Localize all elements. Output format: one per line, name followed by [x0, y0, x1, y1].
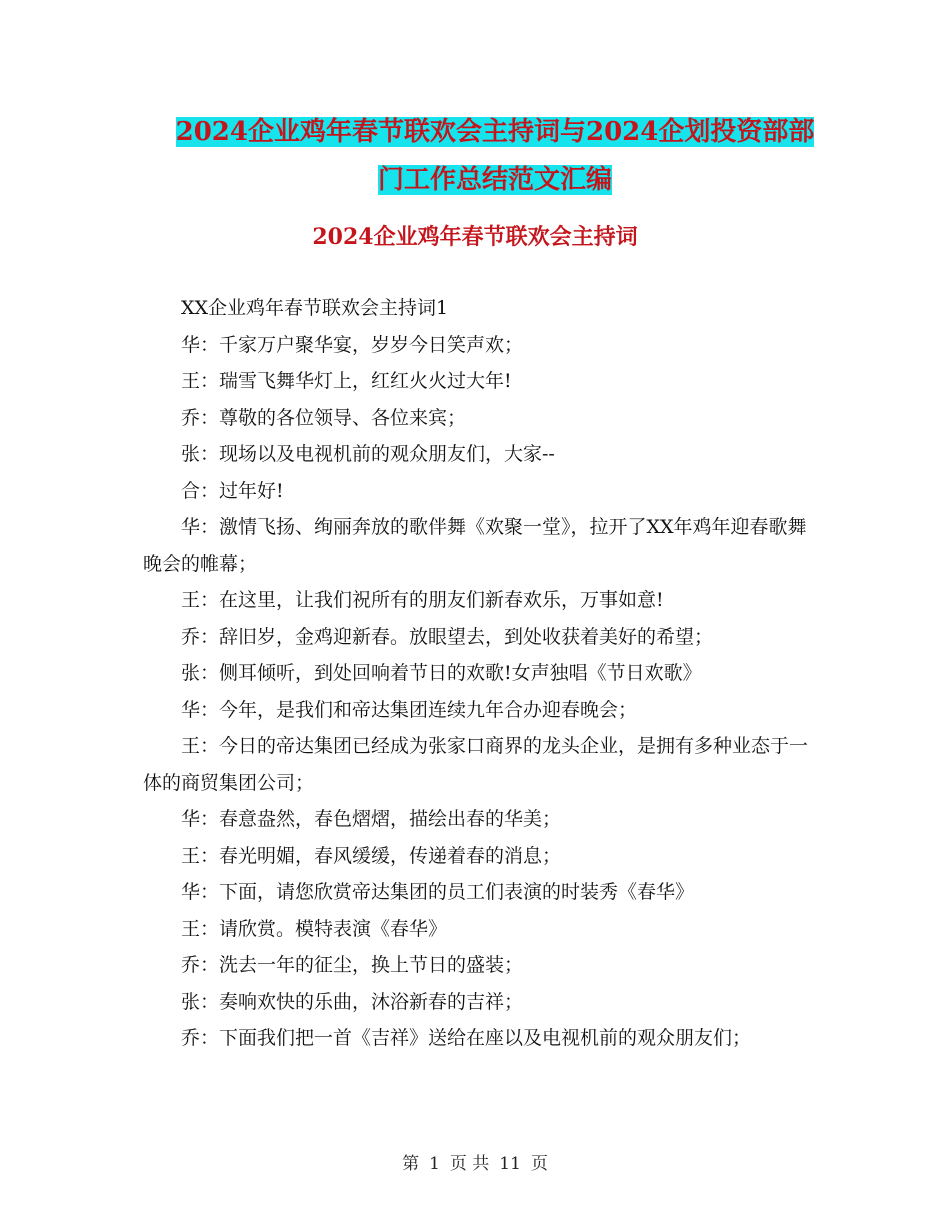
paragraph: 华：今年，是我们和帝达集团连续九年合办迎春晚会；: [181, 698, 638, 721]
paragraph: 王：在这里，让我们祝所有的朋友们新春欢乐，万事如意!: [181, 589, 664, 611]
paragraph: 乔：辞旧岁，金鸡迎新春。放眼望去，到处收获着美好的希望；: [181, 625, 714, 648]
paragraph: 华：千家万户聚华宴，岁岁今日笑声欢；: [181, 333, 524, 356]
paragraph: XX企业鸡年春节联欢会主持词1: [181, 297, 449, 319]
document-title: [120, 108, 870, 204]
page-number: 1: [429, 1154, 440, 1174]
paragraph: 王：春光明媚，春风缓缓，传递着春的消息；: [181, 844, 562, 867]
paragraph: 华：春意盎然，春色熠熠，描绘出春的华美；: [181, 808, 562, 830]
paragraph: 乔：下面我们把一首《吉祥》送给在座以及电视机前的观众朋友们；: [181, 1027, 752, 1049]
paragraph: 张：奏响欢快的乐曲，沐浴新春的吉祥；: [181, 990, 524, 1013]
paragraph: 华：激情飞扬、绚丽奔放的歌伴舞《欢聚一堂》，拉开了XX年鸡年迎春歌舞晚会的帷幕；: [143, 516, 807, 575]
paragraph: 华：下面，请您欣赏帝达集团的员工们表演的时装秀《春华》: [181, 881, 695, 903]
paragraph: 张：现场以及电视机前的观众朋友们，大家--: [181, 443, 555, 465]
paragraph: 王：请欣赏。模特表演《春华》: [181, 917, 448, 940]
paragraph: 乔：洗去一年的征尘，换上节日的盛装；: [181, 954, 524, 976]
page-footer: [0, 1152, 950, 1176]
paragraph: 王：瑞雪飞舞华灯上，红红火火过大年!: [181, 370, 512, 392]
document-body: [143, 290, 808, 1057]
total-pages: 11: [499, 1154, 521, 1174]
page-label-mid: 页 共: [449, 1154, 490, 1174]
paragraph: 合：过年好!: [181, 479, 284, 502]
paragraph: 王：今日的帝达集团已经成为张家口商界的龙头企业，是拥有多种业态于一体的商贸集团公司；: [143, 735, 809, 794]
paragraph: 乔：尊敬的各位领导、各位来宾；: [181, 406, 467, 429]
document-title-line-1: 2024企业鸡年春节联欢会主持词与2024企划投资部部: [175, 117, 815, 147]
document-title-line-2: 门工作总结范文汇编: [377, 165, 612, 195]
section-title: 2024企业鸡年春节联欢会主持词: [312, 224, 638, 250]
page-label-prefix: 第: [402, 1154, 420, 1174]
paragraph: 张：侧耳倾听，到处回响着节日的欢歌!女声独唱《节日欢歌》: [181, 662, 702, 684]
page-label-suffix: 页: [530, 1154, 548, 1174]
